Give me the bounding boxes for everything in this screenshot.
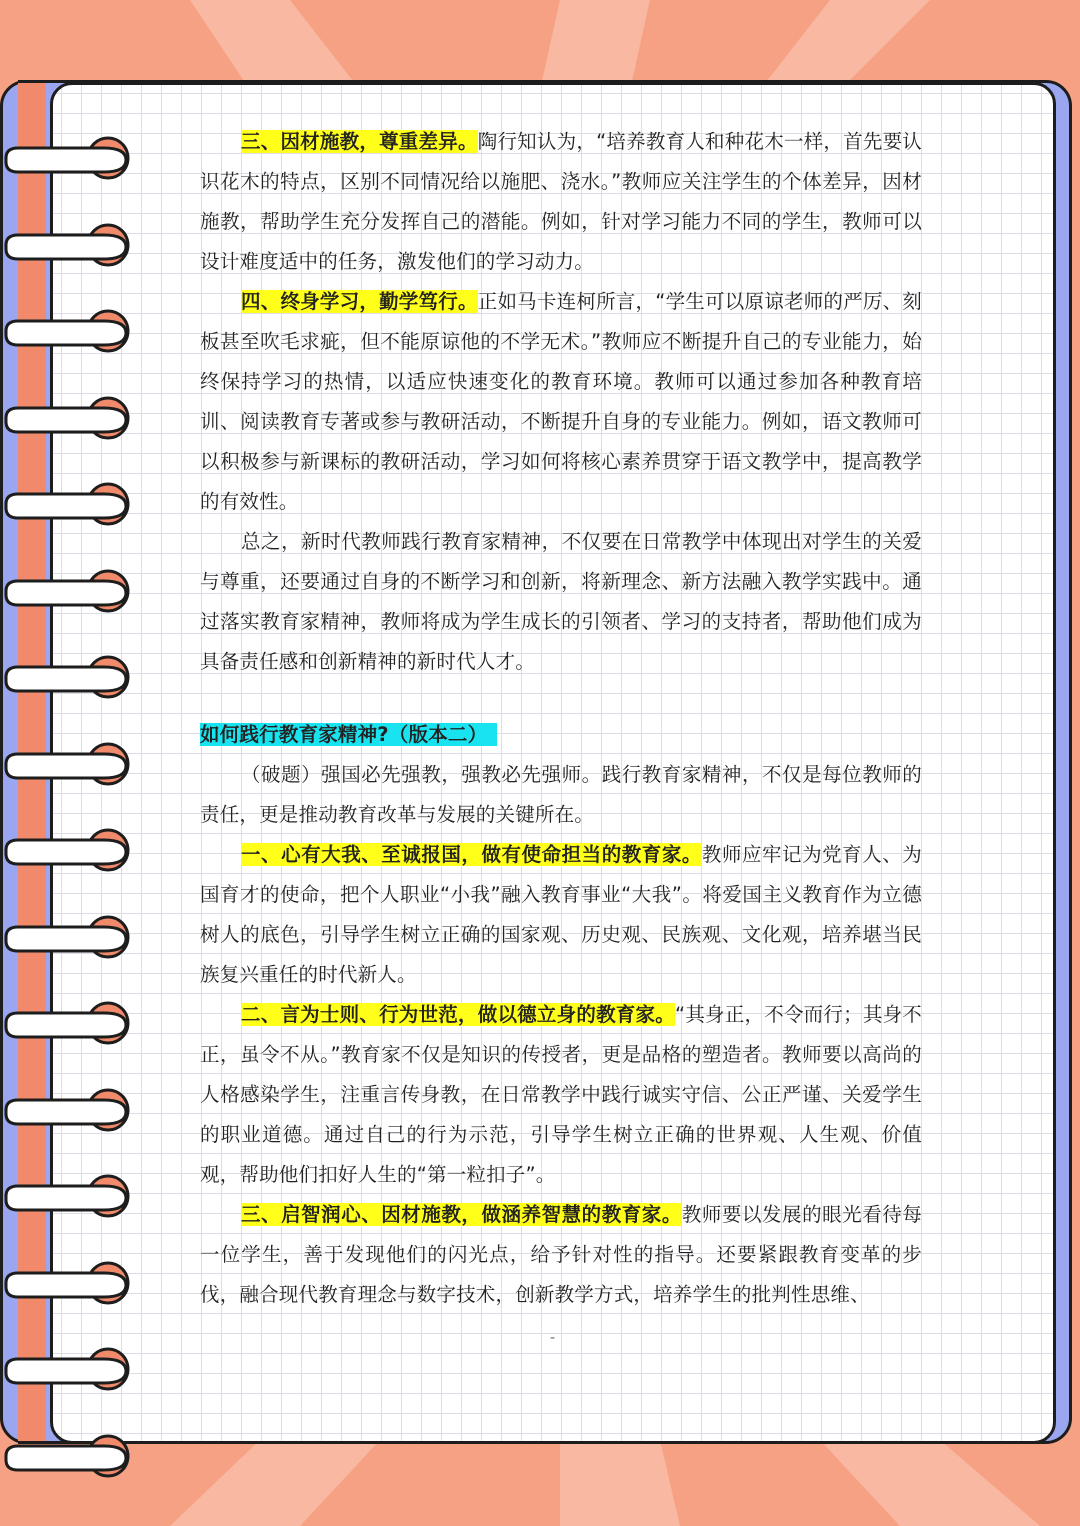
spiral-ring [0, 732, 140, 796]
spiral-ring [0, 213, 140, 277]
page-mark: - [550, 1330, 556, 1346]
spiral-ring [0, 1424, 140, 1488]
section-gap [200, 682, 922, 715]
paragraph-text: 陶行知认为，“培养教育人和种花木一样，首先要认识花木的特点，区别不同情况给以施肥、浇水。”教师应关注学生的个体差异，因材施教，帮助学生充分发挥自己的潜能。例如，针对学习能力不同的学生，教师可以设计难度适中的任务，激发他们的学习动力。 [200, 130, 922, 273]
paragraph-text: “其身正，不令而行；其身不正，虽令不从。”教育家不仅是知识的传授者，更是品格的塑造者。教师要以高尚的人格感染学生，注重言传身教，在日常教学中践行诚实守信、公正严谨、关爱学生的职业道德。通过自己的行为示范，引导学生树立正确的世界观、人生观、价值观，帮助他们扣好人生的“第一粒扣子”。 [200, 1003, 923, 1186]
section-title [200, 715, 922, 755]
spiral-ring [0, 1251, 140, 1315]
paragraph [200, 835, 922, 995]
paragraph [200, 122, 922, 282]
paragraph-text: 教师应牢记为党育人、为国育才的使命，把个人职业“小我”融入教育事业“大我”。将爱国主义教育作为立德树人的底色，引导学生树立正确的国家观、历史观、民族观、文化观，培养堪当民族复兴重任的时代新人。 [200, 843, 922, 986]
spiral-ring [0, 299, 140, 363]
paragraph [200, 282, 922, 522]
paragraph-text: 总之，新时代教师践行教育家精神，不仅要在日常教学中体现出对学生的关爱与尊重，还要通过自身的不断学习和创新，将新理念、新方法融入教学实践中。通过落实教育家精神，教师将成为学生成长的引领者、学习的支持者，帮助他们成为具备责任感和创新精神的新时代人才。 [200, 530, 922, 673]
paragraph-heading-highlight: 三、启智润心、因材施教，做涵养智慧的教育家。 [241, 1203, 682, 1226]
spiral-ring [0, 645, 140, 709]
paragraph [200, 1195, 922, 1315]
paragraph-heading-highlight: 三、因材施教，尊重差异。 [241, 130, 478, 153]
spiral-ring [0, 1078, 140, 1142]
spiral-ring [0, 386, 140, 450]
paragraph-text: （破题）强国必先强教，强教必先强师。践行教育家精神，不仅是每位教师的责任，更是推动教育改革与发展的关键所在。 [200, 763, 922, 826]
paragraph-text: 教师要以发展的眼光看待每一位学生，善于发现他们的闪光点，给予针对性的指导。还要紧跟教育变革的步伐，融合现代教育理念与数字技术，创新教学方式，培养学生的批判性思维、 [200, 1203, 922, 1306]
spiral-ring [0, 1164, 140, 1228]
spiral-ring [0, 905, 140, 969]
spiral-ring [0, 472, 140, 536]
spiral-ring [0, 559, 140, 623]
paragraph [200, 995, 922, 1195]
section-title-highlight: 如何践行教育家精神?（版本二） [200, 723, 497, 746]
spiral-ring [0, 818, 140, 882]
spiral-ring [0, 991, 140, 1055]
spiral-ring [0, 1337, 140, 1401]
paragraph-heading-highlight: 四、终身学习，勤学笃行。 [241, 290, 478, 313]
paragraph-heading-highlight: 二、言为士则、行为世范，做以德立身的教育家。 [241, 1003, 675, 1026]
paragraph [200, 522, 922, 682]
paragraph-text: 正如马卡连柯所言，“学生可以原谅老师的严厉、刻板甚至吹毛求疵，但不能原谅他的不学无术。”教师应不断提升自己的专业能力，始终保持学习的热情，以适应快速变化的教育环境。教师可以通过参加各种教育培训、阅读教育专著或参与教研活动，不断提升自身的专业能力。例如，语文教师可以积极参与新课标的教研活动，学习如何将核心素养贯穿于语文教学中，提高教学的有效性。 [200, 290, 922, 513]
paragraph [200, 755, 922, 835]
paragraph-heading-highlight: 一、心有大我、至诚报国，做有使命担当的教育家。 [241, 843, 702, 866]
spiral-ring [0, 126, 140, 190]
document-body [200, 122, 922, 1315]
